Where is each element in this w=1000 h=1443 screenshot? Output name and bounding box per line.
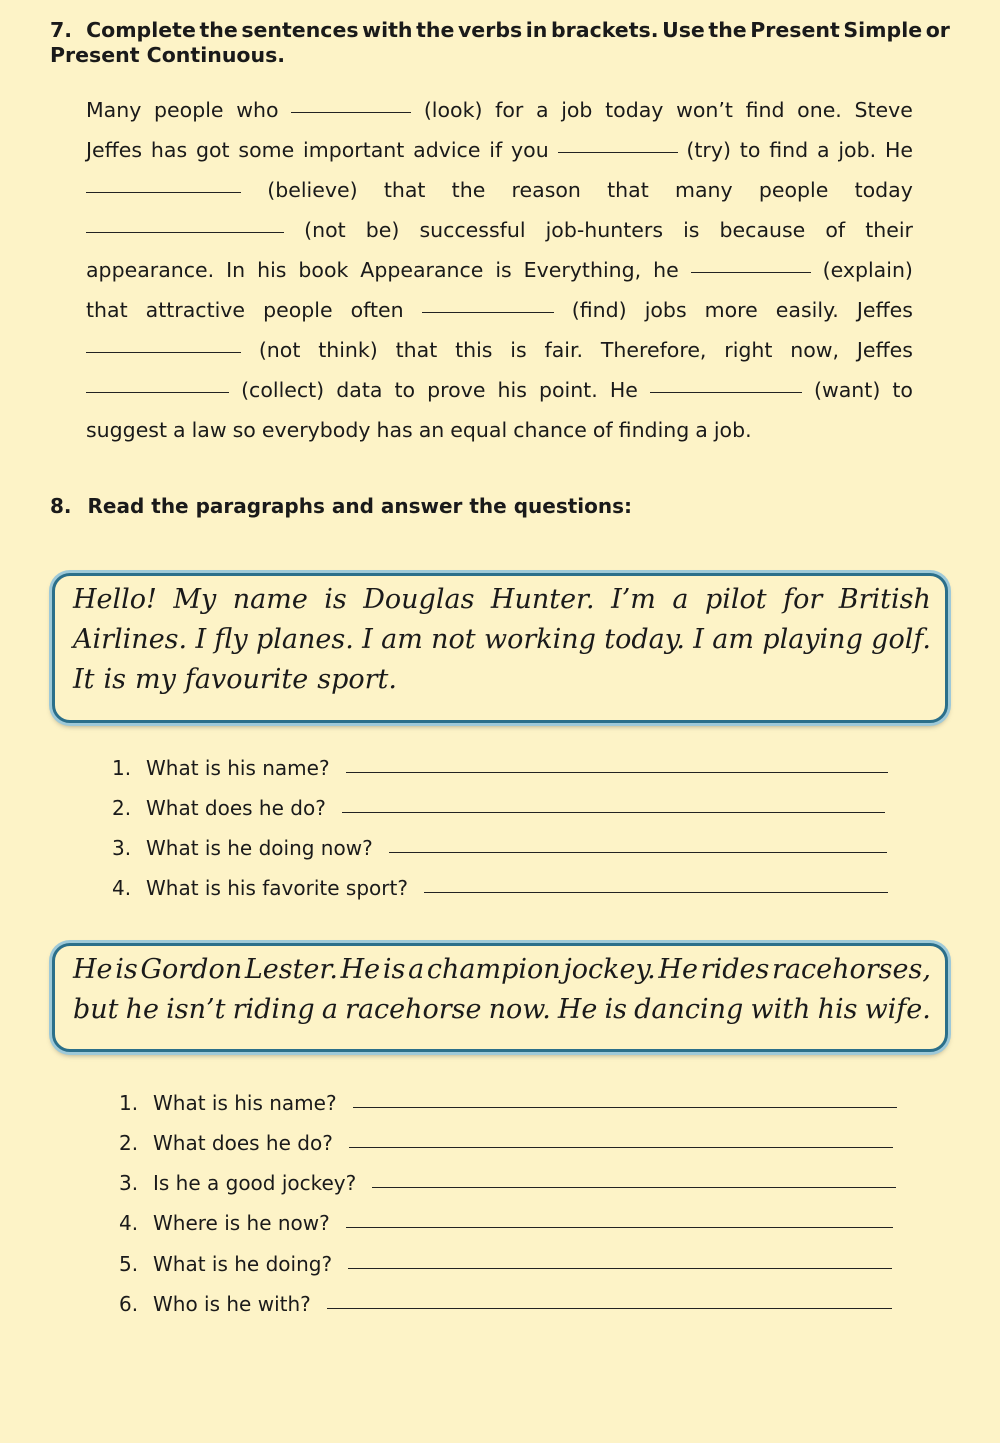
paragraph-word: people [758,178,829,202]
script-word: I’m [611,584,656,615]
paragraph-word: this [455,338,493,362]
paragraph-word: find [769,138,809,162]
question-text: What is he doing now? [146,836,373,860]
exercise-7-number: 7. [50,18,73,42]
script-word: isn’t [166,994,226,1025]
script-word: now. [488,994,551,1025]
paragraph-word: some [238,138,295,162]
script-word: but [73,994,119,1025]
script-word: a [321,994,338,1025]
paragraph-word: jobs [644,298,687,322]
paragraph-word: so [232,418,256,442]
script-word: is [103,664,127,695]
answer-line[interactable] [389,852,887,853]
script-word: He [557,994,598,1025]
paragraph-line [86,135,913,165]
paragraph-word: you [511,138,549,162]
exercise-7-title-line1 [50,18,950,43]
question-number: 4. [119,1211,139,1235]
paragraph-line [86,375,913,405]
script-word: my [135,664,176,695]
answer-blank[interactable] [558,152,678,153]
question-text: What is his name? [153,1091,337,1115]
paragraph-word: is [495,258,512,282]
exercise-8-instruction: Read the paragraphs and answer the questions: [87,494,633,518]
paragraph-word: finding [618,418,690,442]
answer-blank[interactable] [86,352,241,353]
paragraph-word: Appearance [360,258,484,282]
script-word: pilot [704,584,767,615]
paragraph-word: important [303,138,405,162]
paragraph-word: people [263,298,333,322]
script-word: dancing [634,994,744,1025]
script-word: He [73,954,113,985]
script-word: a [672,584,689,615]
script-word: racehorse [345,994,482,1025]
instruction-word: sentences [241,18,359,42]
paragraph-word: the [451,178,486,202]
paragraph-line [86,95,913,125]
question-number: 5. [119,1252,139,1276]
script-word: Gordon [140,954,243,985]
question-text: What does he do? [153,1131,333,1155]
script-word: He [658,954,698,985]
instruction-word: verbs [457,18,523,42]
exercise-8-number: 8. [50,494,72,518]
paragraph-word: often [350,298,404,322]
exercise-8-title [50,494,632,518]
paragraph-word: (collect) [241,378,325,402]
script-word: I [362,624,373,655]
paragraph-word: of [592,418,613,442]
paragraph-word: many [675,178,733,202]
script-word: a [408,954,425,985]
paragraph-word: got [195,138,230,162]
script-word: I [693,624,704,655]
paragraph-word: book [298,258,349,282]
question-row [119,1169,896,1197]
paragraph-word: for [495,98,524,122]
script-word: favourite [184,664,309,695]
question-number: 1. [112,756,132,780]
question-row [119,1089,897,1117]
script-line [73,664,931,695]
instruction-word: the [416,18,455,42]
paragraph-word: an [418,418,445,442]
script-word: He [340,954,381,985]
paragraph-word: today [605,98,664,122]
paragraph-line [86,175,913,205]
script-word: sport. [317,664,397,695]
script-word: wife. [864,994,931,1025]
paragraph-word: that [607,178,649,202]
instruction-word: Complete [86,18,196,42]
script-word: Lester. [244,954,338,985]
paragraph-word: today [854,178,913,202]
instruction-word: in [525,18,548,42]
paragraph-line [86,415,913,445]
paragraph-word: because [719,218,806,242]
paragraph-word: people [154,98,224,122]
paragraph-word: a [173,418,186,442]
paragraph-word: (explain) [822,258,913,282]
paragraph-word: data [336,378,383,402]
question-number: 2. [112,796,132,820]
paragraph-word: that [86,298,128,322]
paragraph-word: prove [427,378,486,402]
answer-line[interactable] [346,772,888,773]
paragraph-word: that [383,178,426,202]
question-row [119,1129,893,1157]
script-word: is [382,954,406,985]
paragraph-word: law [191,418,227,442]
paragraph-word: everybody [261,418,371,442]
script-word: rides [700,954,770,985]
question-text: What is he doing? [153,1252,333,1276]
paragraph-word: one. [797,98,842,122]
paragraph-word: suggest [86,418,168,442]
paragraph-word: their [865,218,913,242]
script-word: working [483,624,596,655]
paragraph-word: (not [304,218,346,242]
paragraph-word: (want) [813,378,881,402]
paragraph-word: job-hunters [545,218,663,242]
paragraph-word: to [739,138,761,162]
paragraph-line [86,255,913,285]
paragraph-word: job. [713,418,752,442]
question-row [119,1209,893,1237]
question-number: 1. [119,1091,139,1115]
paragraph-word: appearance. [86,258,215,282]
answer-blank[interactable] [422,312,554,313]
answer-blank[interactable] [691,272,811,273]
question-row [119,1290,892,1318]
paragraph-word: a [695,418,708,442]
paragraph-word: he [653,258,679,282]
instruction-word: the [708,18,747,42]
answer-blank[interactable] [86,232,284,233]
instruction-word: Present [750,18,840,42]
paragraph-word: of [825,218,846,242]
paragraph-line [86,295,913,325]
script-word: jockey. [563,954,656,985]
paragraph-word: Jeffes [856,298,913,322]
paragraph-word: a [535,98,549,122]
paragraph-word: has [150,138,188,162]
instruction-word: brackets. [550,18,659,42]
paragraph-word: find [745,98,785,122]
question-text: Where is he now? [153,1211,330,1235]
paragraph-word: Jeffes [86,138,143,162]
script-word: not [431,624,476,655]
answer-line[interactable] [349,1147,893,1148]
paragraph-word: is [510,338,527,362]
paragraph-word: (find) [571,298,627,322]
paragraph-word: successful [419,218,526,242]
paragraph-word: reason [511,178,581,202]
question-text: Is he a good jockey? [153,1171,357,1195]
paragraph-word: job [561,98,593,122]
script-word: It [73,664,95,695]
question-number: 2. [119,1131,139,1155]
question-number: 6. [119,1292,139,1316]
script-word: British [838,584,931,615]
paragraph-word: advice [413,138,481,162]
paragraph-word: equal [450,418,508,442]
paragraph-word: has [376,418,413,442]
paragraph-word: who [236,98,279,122]
paragraph-word: fair. [544,338,584,362]
paragraph-word: more [704,298,758,322]
paragraph-word: now, [790,338,840,362]
paragraph-line [86,335,913,365]
answer-line[interactable] [424,892,888,893]
script-word: champion [426,954,561,985]
paragraph-box-gordon [52,943,948,1052]
question-row [119,1250,892,1278]
answer-line[interactable] [327,1308,892,1309]
script-word: playing [762,624,863,655]
answer-line[interactable] [348,1268,892,1269]
answer-line[interactable] [346,1227,893,1228]
instruction-word: with [362,18,413,42]
answer-blank[interactable] [86,192,241,193]
paragraph-box-douglas [52,573,948,723]
script-word: racehorses, [772,954,931,985]
paragraph-word: if [489,138,503,162]
paragraph-word: (look) [423,98,483,122]
paragraph-word: attractive [145,298,246,322]
script-word: name [232,584,308,615]
paragraph-word: (believe) [267,178,358,202]
script-word: fly [214,624,248,655]
paragraph-line [86,215,913,245]
paragraph-word: that [395,338,438,362]
instruction-word: Simple [843,18,923,42]
question-text: What is his name? [146,756,330,780]
script-word: is [324,584,347,615]
answer-line[interactable] [372,1187,896,1188]
paragraph-word: Everything, [523,258,642,282]
question-number: 3. [119,1171,139,1195]
answer-line[interactable] [353,1107,897,1108]
paragraph-word: his [497,378,527,402]
paragraph-word: He [609,378,638,402]
question-row [112,794,885,822]
script-line [73,624,931,655]
paragraph-word: won’t [676,98,733,122]
question-text: What is his favorite sport? [146,876,408,900]
paragraph-word: chance [513,418,587,442]
script-word: his [817,994,858,1025]
instruction-word: Use [662,18,705,42]
script-word: planes. [256,624,354,655]
question-text: Who is he with? [153,1292,311,1316]
paragraph-word: easily. [775,298,839,322]
script-word: golf. [871,624,931,655]
script-word: I [195,624,207,655]
paragraph-word: (not [258,338,301,362]
paragraph-word: think) [318,338,378,362]
question-row [112,874,888,902]
paragraph-word: his [257,258,287,282]
exercise-7-title-line2: Present Continuous. [50,43,286,67]
script-word: Douglas [363,584,475,615]
paragraph-word: to [892,378,913,402]
paragraph-word: Therefore, [600,338,707,362]
answer-blank[interactable] [650,392,802,393]
script-word: is [115,954,138,985]
script-word: riding [232,994,315,1025]
script-word: for [783,584,823,615]
script-word: Hello! [73,584,157,615]
paragraph-word: is [683,218,700,242]
script-word: My [173,584,217,615]
paragraph-word: In [226,258,246,282]
question-number: 3. [112,836,132,860]
script-word: Hunter. [490,584,595,615]
paragraph-word: He [884,138,913,162]
paragraph-word: Jeffes [856,338,913,362]
answer-blank[interactable] [86,392,229,393]
script-word: is [604,994,628,1025]
question-row [112,834,887,862]
instruction-word: or [925,18,950,42]
paragraph-word: right [724,338,773,362]
script-word: today. [604,624,685,655]
paragraph-word: job. [838,138,877,162]
script-line [73,954,931,985]
paragraph-word: (try) [686,138,731,162]
question-number: 4. [112,876,132,900]
paragraph-word: to [394,378,416,402]
script-line [73,994,931,1025]
paragraph-word: a [816,138,830,162]
script-word: am [381,624,423,655]
paragraph-word: be) [365,218,400,242]
paragraph-word: point. [538,378,598,402]
question-row [112,754,888,782]
script-word: with [750,994,811,1025]
answer-line[interactable] [342,812,885,813]
script-word: Airlines. [73,624,188,655]
exercise-7-title [50,18,950,68]
paragraph-word: Steve [854,98,913,122]
exercise-7-instruction-words [86,18,950,43]
paragraph-word: Many [86,98,142,122]
answer-blank[interactable] [291,112,411,113]
instruction-word: the [199,18,238,42]
script-word: he [125,994,160,1025]
script-line [73,584,931,615]
question-text: What does he do? [146,796,326,820]
script-word: am [712,624,754,655]
